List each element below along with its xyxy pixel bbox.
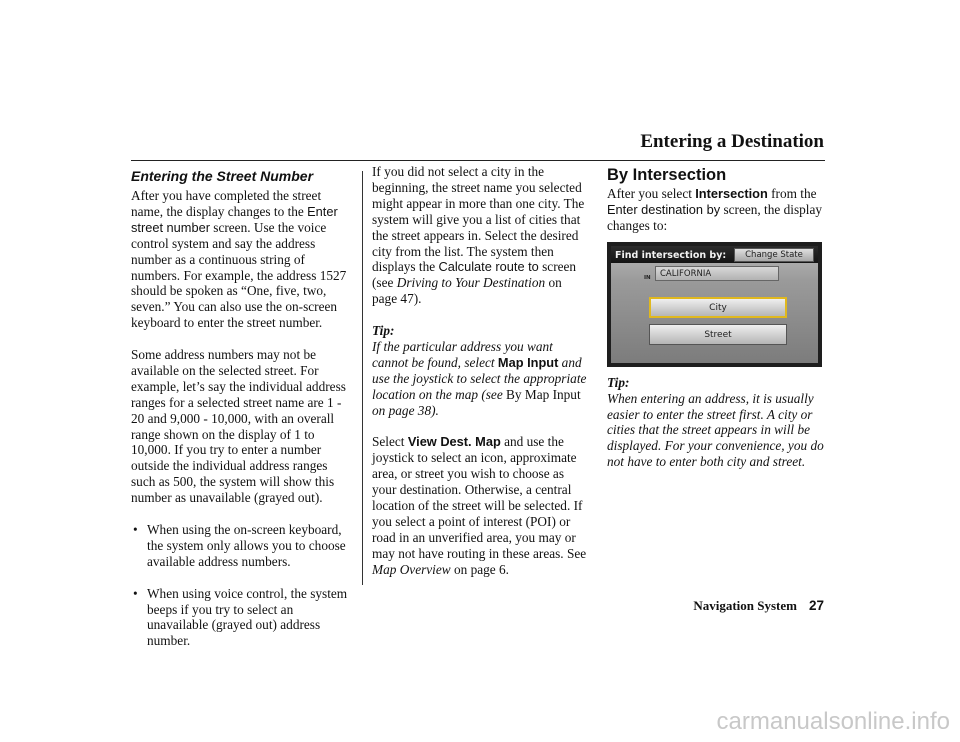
tip-map-input bbox=[372, 339, 590, 419]
paragraph-view-dest-map bbox=[372, 434, 590, 577]
reference-map-overview: Map Overview bbox=[372, 561, 451, 577]
text: on page 47). bbox=[372, 275, 562, 307]
reference-by-map-input: By Map Input bbox=[506, 386, 581, 402]
bullet-list bbox=[131, 522, 353, 649]
footer-section: Navigation System bbox=[693, 598, 797, 613]
bullet-item-voice: • When using voice control, the system beeps if you try to select an unavailable (grayed out) address number. bbox=[131, 586, 353, 650]
text: If you did not select a city in the beginning, the street name you selected might appear in more than one city. The system will give you a list of cities that the street appears in. Select the desired city from the list. The system then displays the bbox=[372, 164, 585, 275]
text: and use the joystick to select an icon, approximate area, or street you wish to choose as your destination. Otherwise, a central location of the street will be selected. If you select a point of interest (POI) or road in an unverified area, you may or may not have routing in these areas. See bbox=[372, 434, 587, 561]
text: Select bbox=[372, 434, 408, 450]
page-header-title: Entering a Destination bbox=[640, 131, 824, 152]
text: on page 38). bbox=[372, 402, 439, 418]
text: After you select bbox=[607, 186, 696, 201]
text: After you have completed the street name, the display changes to the bbox=[131, 188, 322, 219]
ui-term-enter-destination-by: Enter destination by bbox=[607, 201, 721, 217]
change-state-button[interactable]: Change State bbox=[734, 248, 814, 262]
city-button[interactable]: City bbox=[649, 297, 787, 318]
text: screen. Use the voice control system and say the address number as a continuous string of numbers. For example, the address 1527 should be spoken as “One, five, two, seven.” You can also use the on-screen keyboard to enter the street number. bbox=[131, 219, 347, 331]
text: on page 6. bbox=[450, 561, 509, 577]
column-1 bbox=[131, 164, 353, 665]
tip-label: Tip: bbox=[607, 374, 630, 390]
street-button[interactable]: Street bbox=[649, 324, 787, 345]
subheading-street-number: Entering the Street Number bbox=[131, 168, 314, 184]
ui-term-intersection: Intersection bbox=[695, 186, 768, 201]
header-rule bbox=[131, 160, 825, 161]
column-3 bbox=[607, 164, 829, 486]
text: and use the joystick to select the appropriate location on the map (see bbox=[372, 354, 587, 402]
text: screen (see bbox=[372, 259, 577, 291]
page-footer bbox=[693, 598, 824, 614]
paragraph-city-selection bbox=[372, 164, 590, 307]
tip-intersection: When entering an address, it is usually easier to enter the street first. A city or cities that the street appears in will be displayed. For your convenience, you do not have to enter both city and street. bbox=[607, 390, 824, 470]
text: If the particular address you want cannot be found, select bbox=[372, 338, 553, 370]
text: screen, the display changes to: bbox=[607, 201, 823, 233]
nav-screen-image bbox=[607, 242, 822, 367]
state-tag: IN bbox=[644, 274, 651, 281]
tip-label: Tip: bbox=[372, 323, 395, 339]
paragraph-intersection-intro bbox=[607, 186, 829, 234]
text: from the bbox=[767, 186, 817, 201]
column-divider bbox=[362, 171, 363, 585]
section-heading-by-intersection: By Intersection bbox=[607, 166, 727, 184]
ui-term-map-input: Map Input bbox=[497, 354, 559, 370]
nav-title-bar bbox=[611, 246, 818, 263]
reference-driving: Driving to Your Destination bbox=[396, 275, 546, 291]
nav-title: Find intersection by: bbox=[615, 249, 727, 261]
paragraph-street-number-intro bbox=[131, 188, 353, 331]
state-field: CALIFORNIA bbox=[655, 266, 779, 281]
paragraph-address-ranges: Some address numbers may not be available on the selected street. For example, let’s say the individual address ranges for a selected street name are 1 - 20 and 9,000 - 10,000, with an overall range shown on the display of 1 to 10,000. If you try to enter a number outside the individual address ranges such as 500, the system will show this number as unavailable (grayed out). bbox=[131, 347, 346, 506]
ui-term-enter-street-number: Enter street number bbox=[131, 203, 338, 235]
ui-term-view-dest-map: View Dest. Map bbox=[407, 434, 501, 450]
ui-term-calculate-route: Calculate route to bbox=[438, 259, 539, 275]
column-2 bbox=[372, 164, 590, 593]
nav-screen-body bbox=[611, 246, 818, 363]
watermark: carmanualsonline.info bbox=[716, 708, 950, 735]
page-number: 27 bbox=[808, 598, 824, 613]
bullet-item-keyboard: • When using the on-screen keyboard, the system only allows you to choose available address numbers. bbox=[131, 522, 353, 570]
